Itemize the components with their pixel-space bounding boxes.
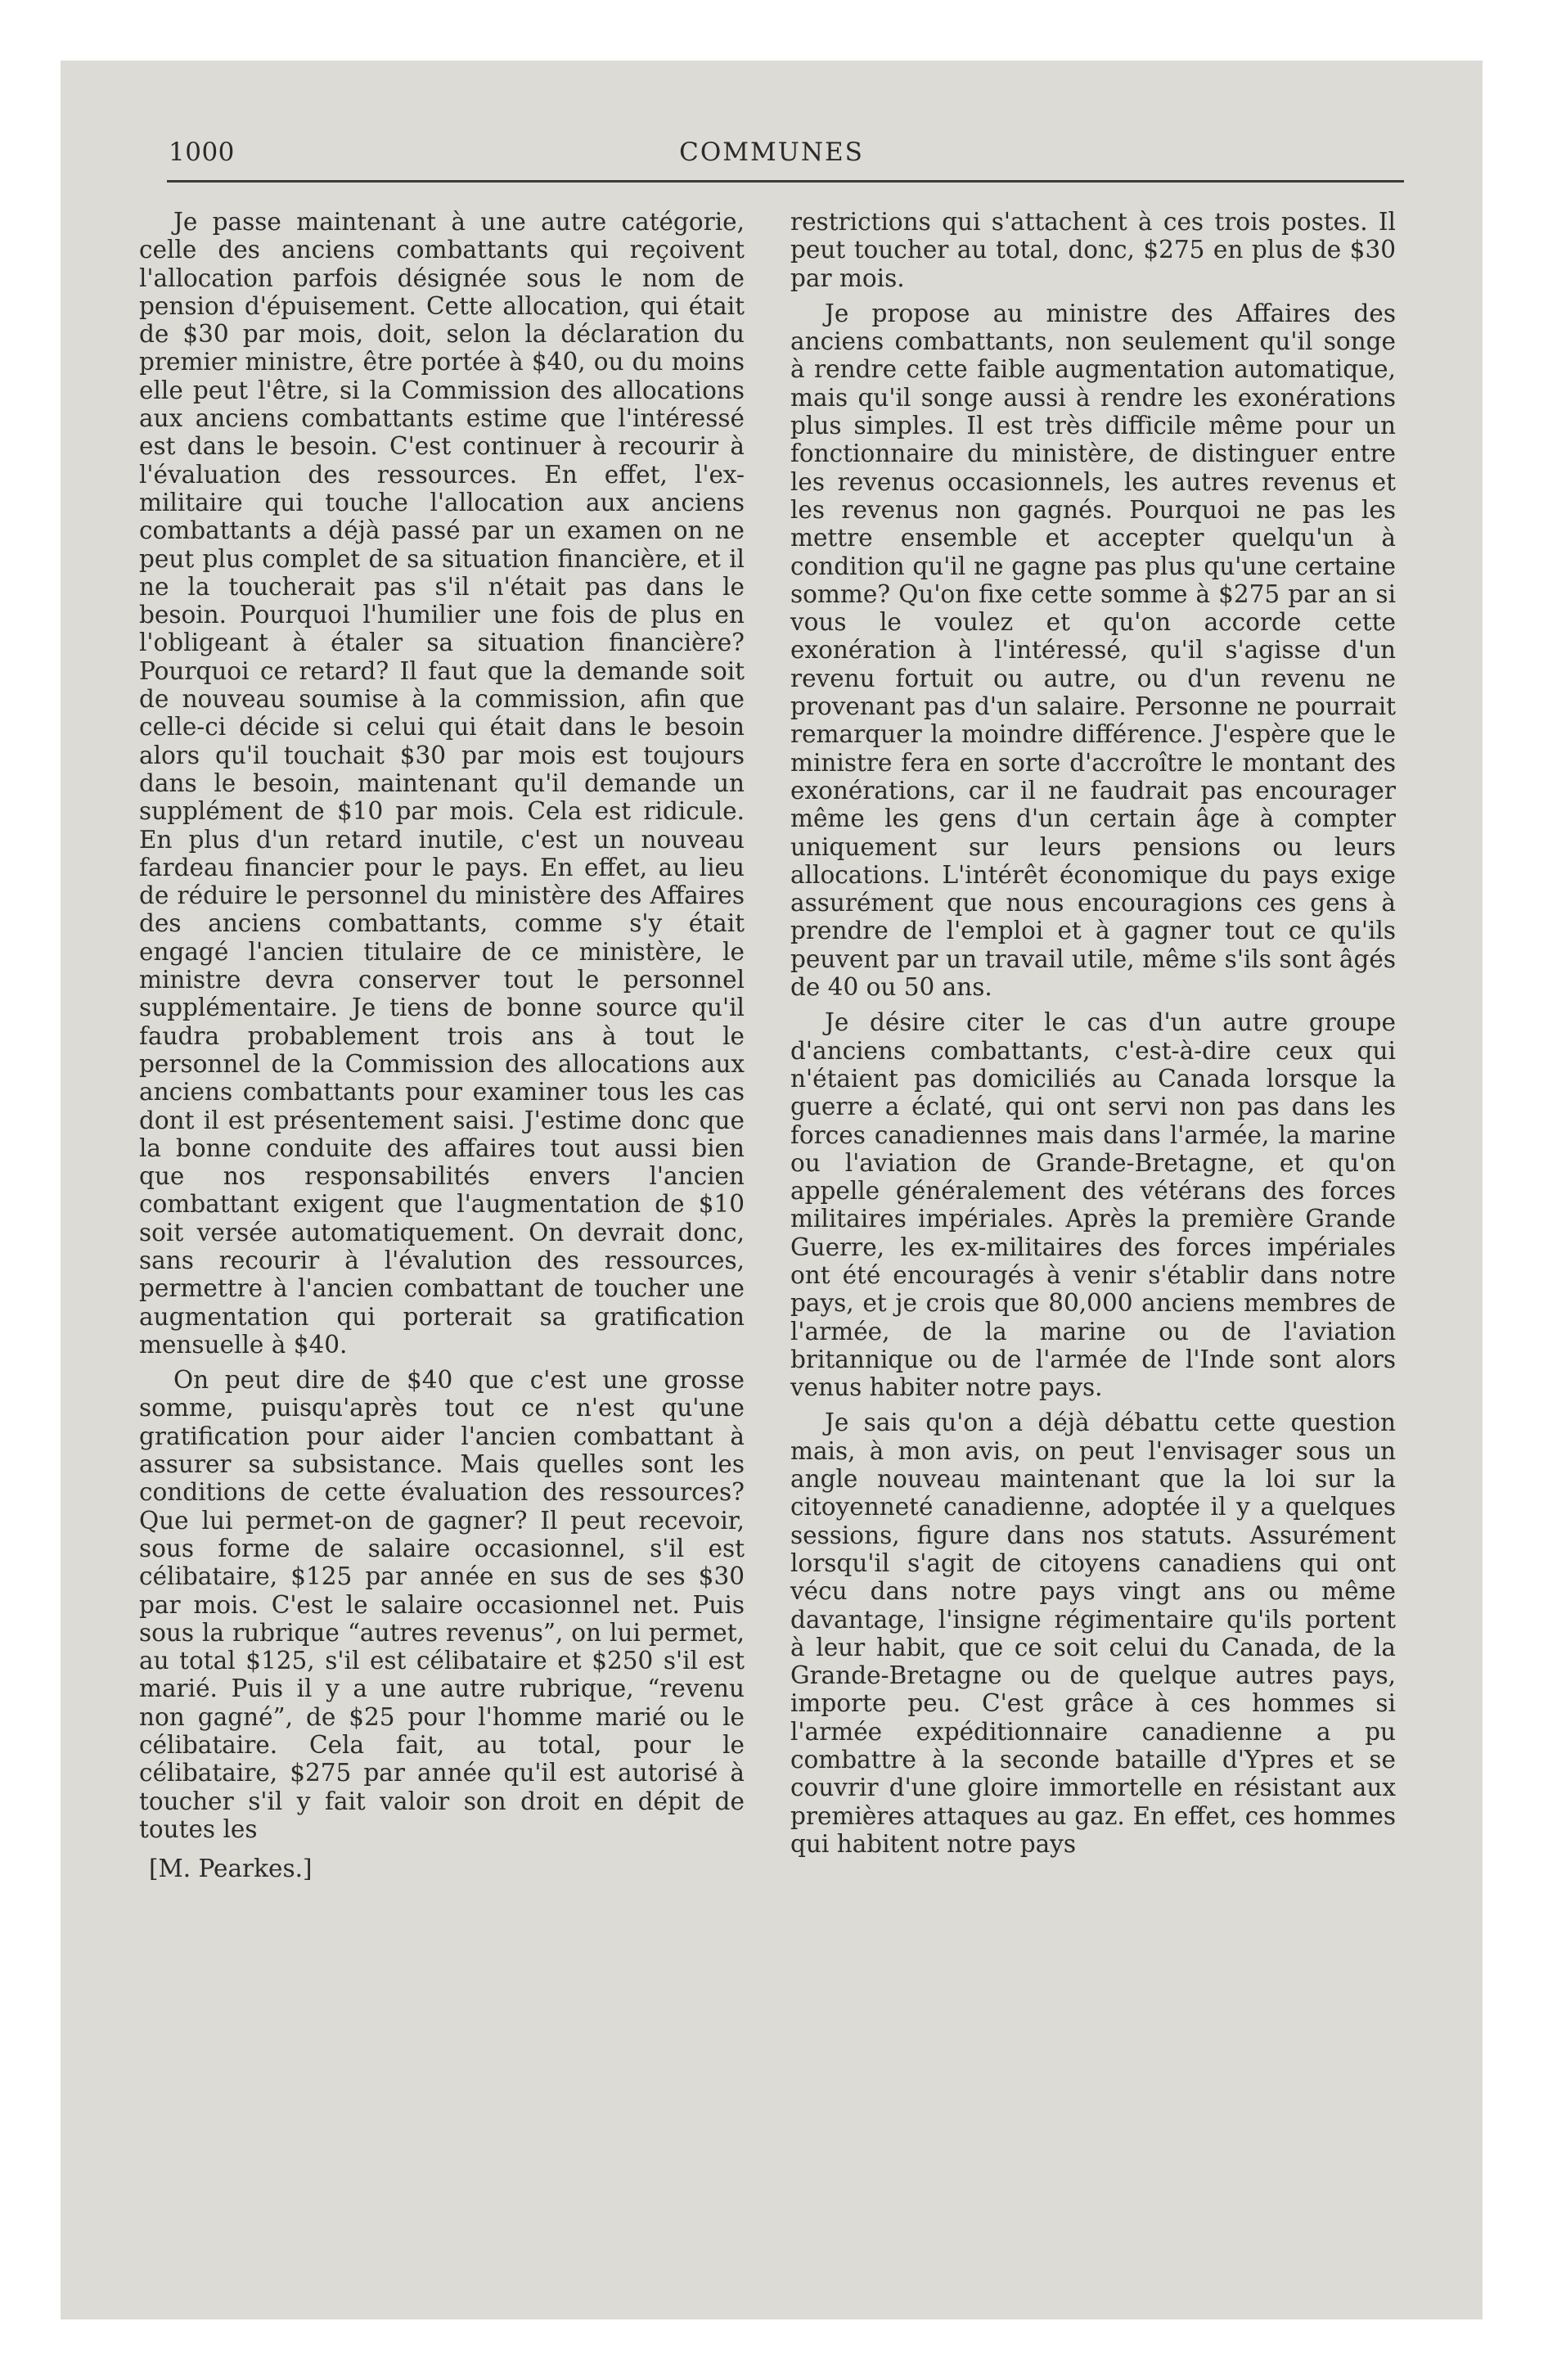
page-number: 1000	[169, 137, 235, 167]
paragraph: On peut dire de $40 que c'est une grosse somme, puisqu'après tout ce n'est qu'une gratification pour aider l'ancien combattant à assurer sa subsistance. Mais quelles sont les conditions de cette évaluation des ressources? Que lui permet-on de gagner? Il peut recevoir, sous forme de salaire occasionnel, s'il est célibataire, $125 par année en sus de ses $30 par mois. C'est le salaire occasionnel net. Puis sous la rubrique “autres revenus”, on lui permet, au total $125, s'il est célibataire et $250 s'il est marié. Puis il y a une autre rubrique, “revenu non gagné”, de $25 pour l'homme marié ou le célibataire. Cela fait, au total, pour le célibataire, $275 par année qu'il est autorisé à toucher s'il y fait valoir son droit en dépit de toutes les	[139, 1366, 745, 1843]
paragraph: Je sais qu'on a déjà débattu cette question mais, à mon avis, on peut l'envisager sous un angle nouveau maintenant que la loi sur la citoyenneté canadienne, adoptée il y a quelques sessions, figure dans nos statuts. Assurément lorsqu'il s'agit de citoyens canadiens qui ont vécu dans notre pays vingt ans ou même davantage, l'insigne régimentaire qu'ils portent à leur habit, que ce soit celui du Canada, de la Grande-Bretagne ou de quelque autres pays, importe peu. C'est grâce à ces hommes si l'armée expéditionnaire canadienne a pu combattre à la seconde bataille d'Ypres et se couvrir d'une gloire immortelle en résistant aux premières attaques au gaz. En effet, ces hommes qui habitent notre pays	[790, 1409, 1396, 1858]
scanned-page	[61, 61, 1483, 2319]
left-column	[139, 208, 745, 1883]
paragraph: Je propose au ministre des Affaires des anciens combattants, non seulement qu'il songe à rendre cette faible augmentation automatique, mais qu'il songe aussi à rendre les exonérations plus simples. Il est très difficile même pour un fonctionnaire du ministère, de distinguer entre les revenus occasionnels, les autres revenus et les revenus non gagnés. Pourquoi ne pas les mettre ensemble et accepter quelqu'un à condition qu'il ne gagne pas plus qu'une certaine somme? Qu'on fixe cette somme à $275 par an si vous le voulez et qu'on accorde cette exonération à l'intéressé, qu'il s'agisse d'un revenu fortuit ou autre, ou d'un revenu ne provenant pas d'un salaire. Personne ne pourrait remarquer la moindre différence. J'espère que le ministre fera en sorte d'accroître le montant des exonérations, car il ne faudrait pas encourager même les gens d'un certain âge à compter uniquement sur leurs pensions ou leurs allocations. L'intérêt économique du pays exige assurément que nous encouragions ces gens à prendre de l'emploi et à gagner tout ce qu'ils peuvent par un travail utile, même s'ils sont âgés de 40 ou 50 ans.	[790, 299, 1396, 1002]
paragraph: restrictions qui s'attachent à ces trois postes. Il peut toucher au total, donc, $275 en plus de $30 par mois.	[790, 208, 1396, 292]
right-column	[790, 208, 1396, 1865]
header-rule	[167, 180, 1404, 183]
paragraph: Je désire citer le cas d'un autre groupe d'anciens combattants, c'est-à-dire ceux qui n'étaient pas domiciliés au Canada lorsque la guerre a éclaté, qui ont servi non pas dans les forces canadiennes mais dans l'armée, la marine ou l'aviation de Grande-Bretagne, et qu'on appelle généralement des vétérans des forces militaires impériales. Après la première Grande Guerre, les ex-militaires des forces impériales ont été encouragés à venir s'établir dans notre pays, et je crois que 80,000 anciens membres de l'armée, de la marine ou de l'aviation britannique ou de l'armée de l'Inde sont alors venus habiter notre pays.	[790, 1008, 1396, 1402]
speaker-attribution: [M. Pearkes.]	[149, 1855, 313, 1883]
document-page	[61, 61, 1483, 2319]
paragraph: Je passe maintenant à une autre catégorie, celle des anciens combattants qui reçoivent l'allocation parfois désignée sous le nom de pension d'épuisement. Cette allocation, qui était de $30 par mois, doit, selon la déclaration du premier ministre, être portée à $40, ou du moins elle peut l'être, si la Commission des allocations aux anciens combattants estime que l'intéressé est dans le besoin. C'est continuer à recourir à l'évaluation des ressources. En effet, l'ex-militaire qui touche l'allocation aux anciens combattants a déjà passé par un examen on ne peut plus complet de sa situation financière, et il ne la toucherait pas s'il n'était pas dans le besoin. Pourquoi l'humilier une fois de plus en l'obligeant à étaler sa situation financière? Pourquoi ce retard? Il faut que la demande soit de nouveau soumise à la commission, afin que celle-ci décide si celui qui était dans le besoin alors qu'il touchait $30 par mois est toujours dans le besoin, maintenant qu'il demande un supplément de $10 par mois. Cela est ridicule. En plus d'un retard inutile, c'est un nouveau fardeau financier pour le pays. En effet, au lieu de réduire le personnel du ministère des Affaires des anciens combattants, comme s'y était engagé l'ancien titulaire de ce ministère, le ministre devra conserver tout le personnel supplémentaire. Je tiens de bonne source qu'il faudra probablement trois ans à tout le personnel de la Commission des allocations aux anciens combattants pour examiner tous les cas dont il est présentement saisi. J'estime donc que la bonne conduite des affaires tout aussi bien que nos responsabilités envers l'ancien combattant exigent que l'augmentation de $10 soit versée automatiquement. On devrait donc, sans recourir à l'évalution des ressources, permettre à l'ancien combattant de toucher une augmentation qui porterait sa gratification mensuelle à $40.	[139, 208, 745, 1359]
running-head: COMMUNES	[679, 137, 864, 167]
